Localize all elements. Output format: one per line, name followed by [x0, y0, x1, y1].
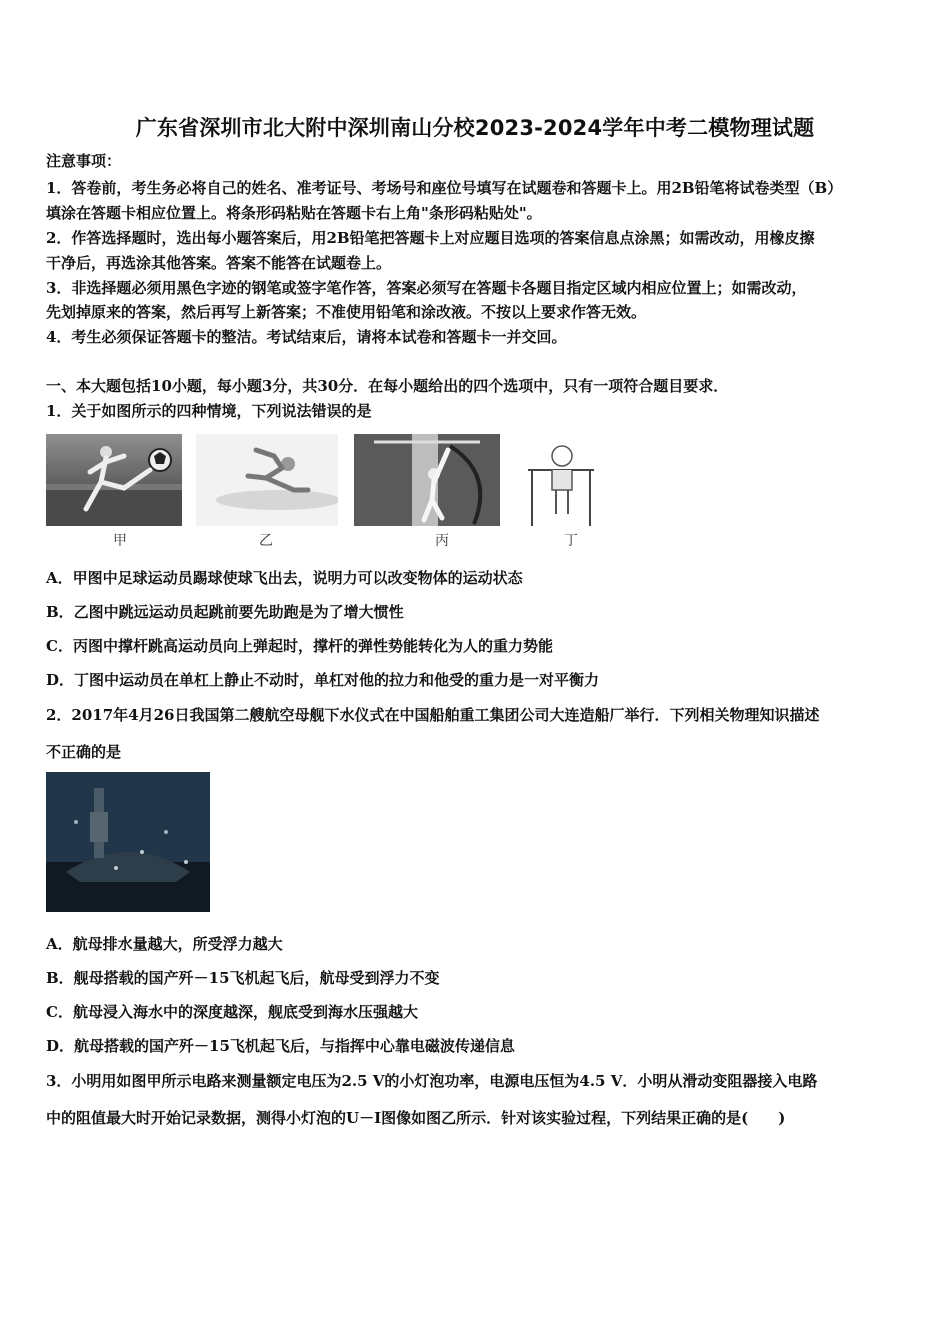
question-1-stem: 1．关于如图所示的四种情境，下列说法错误的是	[46, 402, 372, 420]
option-a: A．甲图中足球运动员踢球使球飞出去，说明力可以改变物体的运动状态	[46, 569, 523, 587]
notes-line: 3．非选择题必须用黑色字迹的钢笔或签字笔作答，答案必须写在答题卡各题目指定区域内相应位置上；如需改动，	[46, 279, 807, 297]
notes-heading: 注意事项：	[46, 152, 122, 170]
soccer-kick-image	[46, 434, 182, 526]
figure-caption: 丙	[435, 533, 449, 549]
pole-vault-image	[354, 434, 500, 526]
option-c: C．航母浸入海水中的深度越深，舰底受到海水压强越大	[46, 1003, 418, 1021]
question-2-stem: 2．2017年4月26日我国第二艘航空母舰下水仪式在中国船舶重工集团公司大连造船厂举行．下列相关物理知识描述	[46, 706, 820, 724]
option-c: C．丙图中撑杆跳高运动员向上弹起时，撑杆的弹性势能转化为人的重力势能	[46, 637, 553, 655]
question-3-stem: 3．小明用如图甲所示电路来测量额定电压为2.5 V的小灯泡功率，电源电压恒为4.5 V．小明从滑动变阻器接入电路	[46, 1072, 818, 1090]
figure-caption: 丁	[564, 533, 578, 549]
notes-line: 干净后，再选涂其他答案。答案不能答在试题卷上。	[46, 254, 392, 272]
figure-caption: 乙	[259, 533, 273, 549]
option-d: D．航母搭载的国产歼－15飞机起飞后，与指挥中心靠电磁波传递信息	[46, 1037, 515, 1055]
notes-line: 填涂在答题卡相应位置上。将条形码粘贴在答题卡右上角"条形码粘贴处"。	[46, 204, 542, 222]
question-2-stem: 不正确的是	[46, 743, 122, 761]
figure-caption: 甲	[113, 533, 127, 549]
section-heading: 一、本大题包括10小题，每小题3分，共30分．在每小题给出的四个选项中，只有一项符合题目要求．	[46, 377, 729, 395]
option-b: B．舰母搭载的国产歼－15飞机起飞后，航母受到浮力不变	[46, 969, 440, 987]
option-b: B．乙图中跳远运动员起跳前要先助跑是为了增大惯性	[46, 603, 404, 621]
notes-line: 1．答卷前，考生务必将自己的姓名、准考证号、考场号和座位号填写在试题卷和答题卡上。用2B铅笔将试卷类型（B）	[46, 179, 843, 197]
notes-line: 先划掉原来的答案，然后再写上新答案；不准使用铅笔和涂改液。不按以上要求作答无效。	[46, 303, 647, 321]
option-d: D．丁图中运动员在单杠上静止不动时，单杠对他的拉力和他受的重力是一对平衡力	[46, 671, 600, 689]
notes-line: 4．考生必须保证答题卡的整洁。考试结束后，请将本试卷和答题卡一并交回。	[46, 328, 567, 346]
option-a: A．航母排水量越大，所受浮力越大	[46, 935, 283, 953]
long-jump-image	[196, 434, 338, 526]
notes-line: 2．作答选择题时，选出每小题答案后，用2B铅笔把答题卡上对应题目选项的答案信息点涂黑；如需改动，用橡皮擦	[46, 229, 815, 247]
horizontal-bar-image	[520, 434, 602, 526]
question-3-stem: 中的阻值最大时开始记录数据，测得小灯泡的U－I图像如图乙所示．针对该实验过程，下列结果正确的是( )	[46, 1109, 786, 1127]
page-title: 广东省深圳市北大附中深圳南山分校2023-2024学年中考二模物理试题	[135, 116, 815, 140]
aircraft-carrier-image	[46, 772, 210, 912]
